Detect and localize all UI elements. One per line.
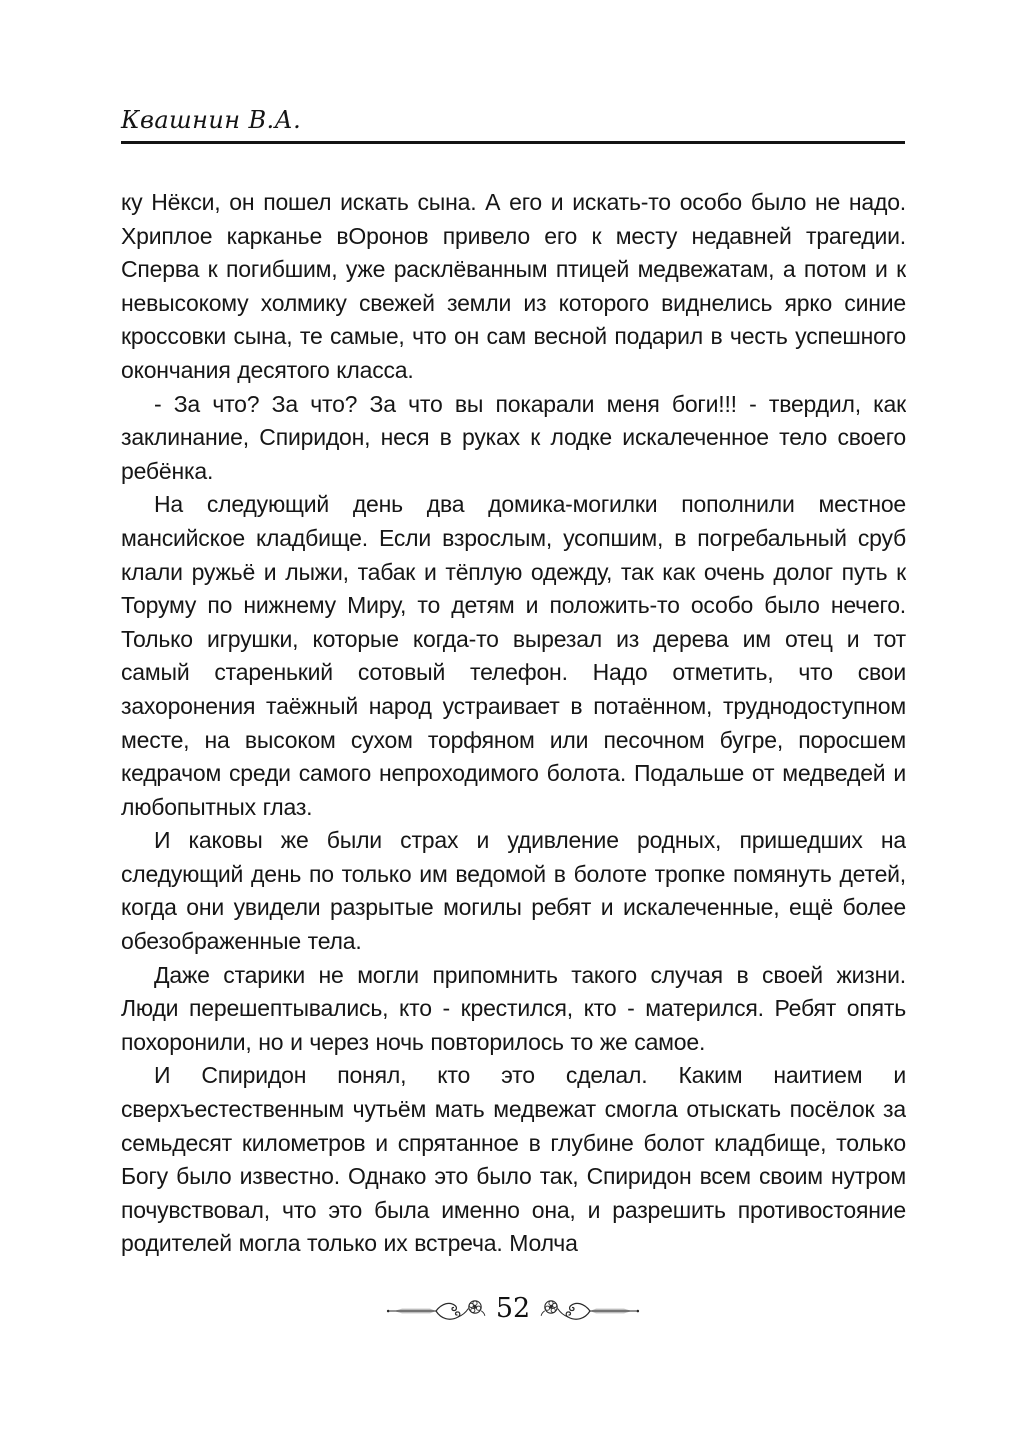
paragraph: На следующий день два домика-могилки пополнили местное мансийское кладбище. Если взрослым, усопшим, в погребальный сруб клали ружьё и лыжи, табак и тёплую одежду, так как очень долог путь к Торуму по нижнему Миру, то детям и положить-то особо было нечего. Только игрушки, которые когда-то вырезал из дерева им отец и тот самый старенький сотовый телефон. Надо отметить, что свои захоронения таёжный народ устраивает в потаённом, труднодоступном месте, на высоком сухом торфяном или песочном бугре, поросшем кедрачом среди самого непроходимого болота. Подальше от медведей и любопытных глаз.	[121, 491, 906, 820]
paragraph: ку Нёкси, он пошел искать сына. А его и искать-то особо было не надо. Хриплое карканье вОронов привело его к месту недавней трагедии. Сперва к погибшим, уже расклёванным птицей медвежатам, а потом и к невысокому холмику свежей земли из которого виднелись ярко синие кроссовки сына, те самые, что он сам весной подарил в честь успешного окончания десятого класса.	[121, 189, 906, 383]
page-footer	[0, 1295, 1026, 1326]
paragraph: - За что? За что? За что вы покарали меня боги!!! - твердил, как заклинание, Спиридон, неся в руках к лодке искалеченное тело своего ребёнка.	[121, 390, 906, 484]
page-number: 52	[495, 1293, 531, 1324]
page-body	[121, 186, 906, 1261]
paragraph: И Спиридон понял, кто это сделал. Каким наитием и сверхъестественным чутьём мать медвежат смогла отыскать посёлок за семьдесят километров и спрятанное в глубине болот кладбище, только Богу было известно. Однако это было так, Спиридон всем своим нутром почувствовал, что это была именно она, и разрешить противостояние родителей могла только их встреча. Молча	[121, 1062, 906, 1257]
paragraph: Даже старики не могли припомнить такого случая в своей жизни. Люди перешептывались, кто - крестился, кто - матерился. Ребят опять похоронили, но и через ночь повторилось то же самое.	[121, 961, 906, 1055]
running-head: Квашнин В.А.	[121, 106, 302, 134]
header-rule	[121, 141, 905, 144]
paragraph: И каковы же были страх и удивление родных, пришедших на следующий день по только им ведомой в болоте тропке помянуть детей, когда они увидели разрытые могилы ребят и искалеченные, ещё более обезображенные тела.	[121, 827, 906, 955]
footer-flourish-icon	[540, 1296, 640, 1326]
footer-flourish-icon	[386, 1296, 486, 1326]
